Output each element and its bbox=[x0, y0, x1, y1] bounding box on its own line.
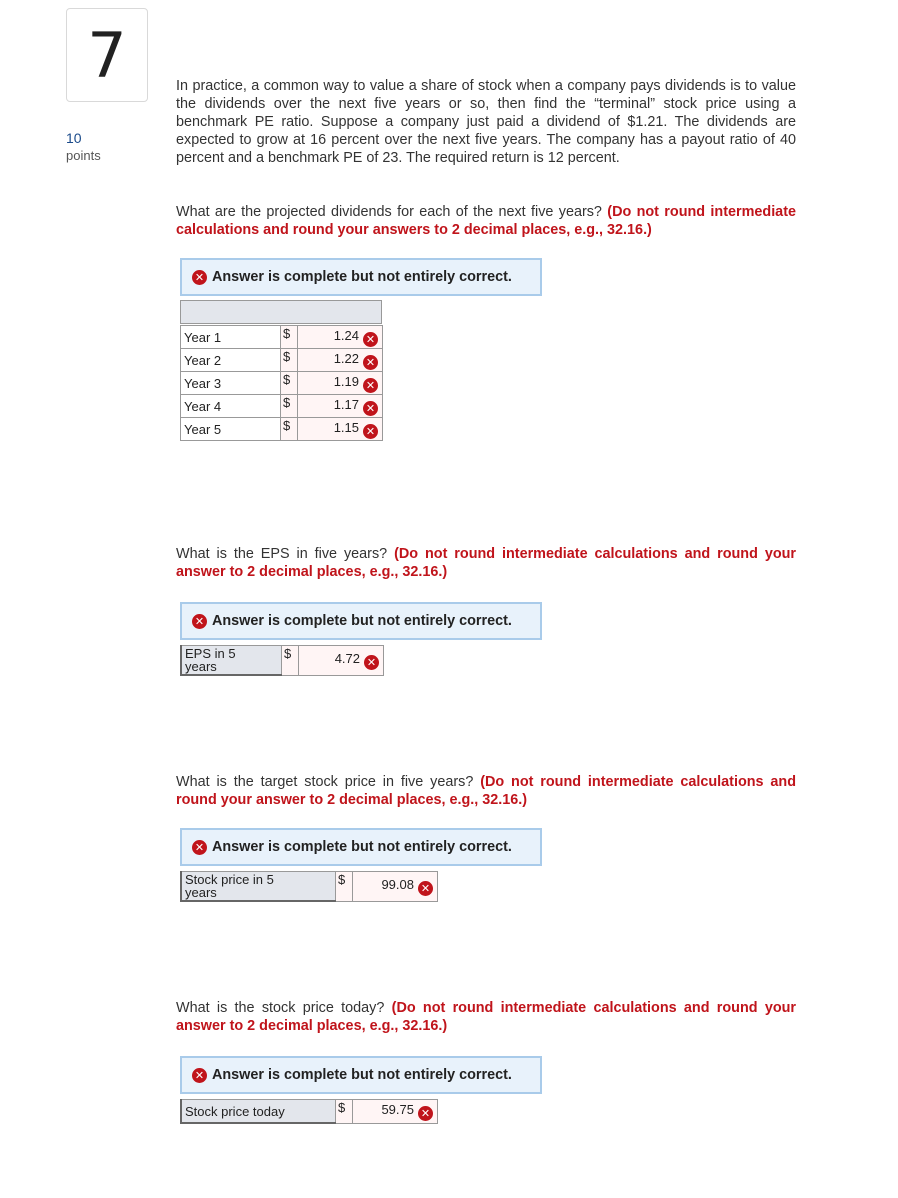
points-value: 10 bbox=[66, 130, 82, 146]
part2-instruction: (Do not round intermediate calculations and round your answer to 2 decimal places, e.g., 32.16.) bbox=[176, 546, 796, 580]
currency-symbol: $ bbox=[282, 646, 299, 676]
question-intro: In practice, a common way to value a share of stock when a company pays dividends is to value the dividends over the next five years or so, then find the “terminal” stock price using a benchmark PE ratio. Suppose a company just paid a dividend of $1.21. The dividends are expected to grow at 16 percent over the next five years. The company has a payout ratio of 40 percent and a benchmark PE of 23. The required return is 12 percent. bbox=[176, 78, 796, 166]
eps-answer-cell[interactable] bbox=[299, 646, 384, 676]
part2-feedback-banner bbox=[180, 602, 542, 640]
table-row bbox=[181, 395, 383, 418]
target-price-answer-cell[interactable] bbox=[353, 872, 438, 902]
dividend-answer-cell[interactable] bbox=[298, 395, 383, 418]
eps-label bbox=[181, 646, 282, 676]
dividend-answer-value: 1.22 bbox=[333, 350, 359, 366]
table-row bbox=[181, 418, 383, 441]
part4-question: What is the stock price today? bbox=[176, 1000, 385, 1016]
eps-label-line2: years bbox=[185, 659, 217, 674]
part2-question: What is the EPS in five years? bbox=[176, 546, 388, 562]
incorrect-icon: ✕ bbox=[364, 655, 379, 670]
currency-symbol: $ bbox=[281, 418, 298, 441]
part1-question: What are the projected dividends for each of the next five years? bbox=[176, 204, 602, 220]
year-label: Year 2 bbox=[181, 349, 281, 372]
incorrect-icon: ✕ bbox=[363, 332, 378, 347]
dividend-answer-value: 1.19 bbox=[333, 373, 359, 389]
part1-prompt bbox=[176, 203, 796, 239]
part3-instruction: (Do not round intermediate calculations and round your answer to 2 decimal places, e.g., 32.16.) bbox=[176, 774, 796, 808]
part2-prompt bbox=[176, 545, 796, 581]
eps-answer-value: 4.72 bbox=[334, 650, 360, 666]
dividend-answer-value: 1.24 bbox=[333, 327, 359, 343]
currency-symbol: $ bbox=[336, 1100, 353, 1124]
part1-feedback-banner bbox=[180, 258, 542, 296]
part3-feedback-banner bbox=[180, 828, 542, 866]
table-row bbox=[181, 349, 383, 372]
currency-symbol: $ bbox=[281, 372, 298, 395]
target-price-label-line1: Stock price in 5 bbox=[185, 872, 274, 887]
currency-symbol: $ bbox=[281, 326, 298, 349]
table-row bbox=[181, 372, 383, 395]
target-price-answer-value: 99.08 bbox=[381, 876, 414, 892]
dividends-table bbox=[180, 325, 383, 441]
dividend-answer-cell[interactable] bbox=[298, 326, 383, 349]
dividend-answer-cell[interactable] bbox=[298, 372, 383, 395]
feedback-text: Answer is complete but not entirely correct. bbox=[212, 1067, 512, 1083]
price-today-table bbox=[180, 1099, 438, 1124]
dividend-answer-cell[interactable] bbox=[298, 349, 383, 372]
part3-prompt bbox=[176, 773, 796, 809]
feedback-text: Answer is complete but not entirely correct. bbox=[212, 269, 512, 285]
points-label: points bbox=[66, 148, 101, 163]
year-label: Year 1 bbox=[181, 326, 281, 349]
currency-symbol: $ bbox=[281, 349, 298, 372]
year-label: Year 3 bbox=[181, 372, 281, 395]
dividend-answer-cell[interactable] bbox=[298, 418, 383, 441]
part4-prompt bbox=[176, 999, 796, 1035]
incorrect-icon: ✕ bbox=[192, 840, 207, 855]
currency-symbol: $ bbox=[281, 395, 298, 418]
year-label: Year 4 bbox=[181, 395, 281, 418]
currency-symbol: $ bbox=[336, 872, 353, 902]
incorrect-icon: ✕ bbox=[363, 401, 378, 416]
feedback-text: Answer is complete but not entirely correct. bbox=[212, 613, 512, 629]
part3-question: What is the target stock price in five years? bbox=[176, 774, 474, 790]
table-row bbox=[181, 326, 383, 349]
incorrect-icon: ✕ bbox=[363, 378, 378, 393]
price-today-answer-value: 59.75 bbox=[381, 1101, 414, 1117]
part4-feedback-banner bbox=[180, 1056, 542, 1094]
target-price-table bbox=[180, 871, 438, 902]
incorrect-icon: ✕ bbox=[363, 424, 378, 439]
price-today-label: Stock price today bbox=[181, 1100, 336, 1124]
incorrect-icon: ✕ bbox=[192, 614, 207, 629]
feedback-text: Answer is complete but not entirely correct. bbox=[212, 839, 512, 855]
part1-instruction: (Do not round intermediate calculations and round your answers to 2 decimal places, e.g., 32.16.) bbox=[176, 204, 796, 238]
incorrect-icon: ✕ bbox=[418, 1106, 433, 1121]
dividend-answer-value: 1.17 bbox=[333, 396, 359, 412]
eps-label-line1: EPS in 5 bbox=[185, 646, 236, 661]
question-number: 7 bbox=[66, 8, 148, 102]
target-price-label-line2: years bbox=[185, 885, 217, 900]
incorrect-icon: ✕ bbox=[192, 1068, 207, 1083]
part1-table-header bbox=[180, 300, 382, 324]
eps-table bbox=[180, 645, 384, 676]
incorrect-icon: ✕ bbox=[192, 270, 207, 285]
dividend-answer-value: 1.15 bbox=[333, 419, 359, 435]
incorrect-icon: ✕ bbox=[418, 881, 433, 896]
part4-instruction: (Do not round intermediate calculations and round your answer to 2 decimal places, e.g., 32.16.) bbox=[176, 1000, 796, 1034]
year-label: Year 5 bbox=[181, 418, 281, 441]
incorrect-icon: ✕ bbox=[363, 355, 378, 370]
price-today-answer-cell[interactable] bbox=[353, 1100, 438, 1124]
target-price-label bbox=[181, 872, 336, 902]
